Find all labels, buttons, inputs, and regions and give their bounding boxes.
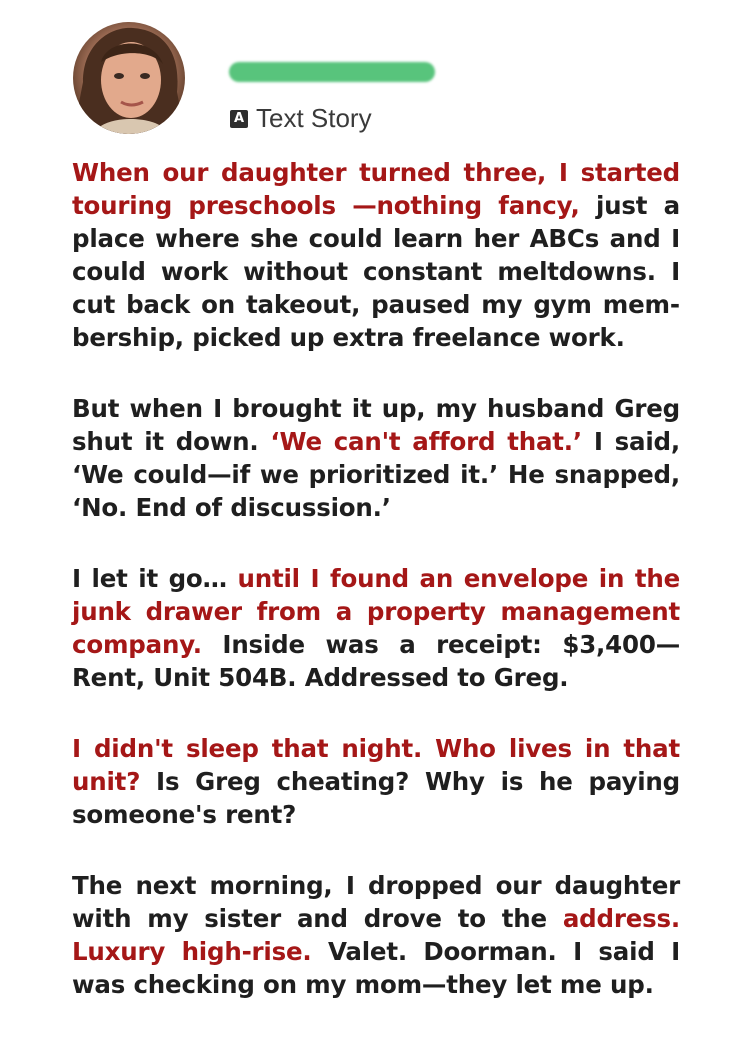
story-paragraph-2 [72, 392, 680, 524]
story-paragraph-3 [72, 562, 680, 694]
story-paragraph-1 [72, 156, 680, 354]
body-text: just a place where she could learn her ABCs and I could work without constant meltdowns. I cut back on takeout, paused my gym membership, picked up extra freelance work. [72, 191, 681, 352]
body-text: But when I brought it up, my husband Greg shut it down. [72, 394, 680, 456]
body-text: Is Greg cheating? Why is he paying someone's rent? [72, 767, 680, 829]
highlighted-text: I didn't sleep that night. Who lives in that unit? [72, 734, 680, 796]
avatar[interactable] [73, 22, 185, 134]
story-header [0, 0, 751, 150]
letter-a-icon: A [230, 110, 248, 128]
redacted-name-bar [229, 62, 435, 82]
highlighted-text: ‘We can't afford that.’ [270, 427, 583, 456]
highlighted-text: address. Luxury high-rise. [72, 904, 680, 966]
body-text: The next morning, I dropped our daughter with my sister and drove to the [72, 871, 680, 933]
body-text: I said, ‘We could—if we prioritized it.’ He snapped, ‘No. End of discussion.’ [72, 427, 680, 522]
body-text: Valet. Doorman. I said I was checking on my mom—they let me up. [72, 937, 680, 999]
source-tag [230, 103, 372, 134]
story-body [72, 156, 680, 1039]
source-label: Text Story [256, 103, 372, 133]
avatar-portrait [73, 22, 185, 134]
highlighted-text: When our daughter turned three, I started touring preschools —nothing fancy, [72, 158, 680, 220]
story-paragraph-5 [72, 869, 680, 1001]
story-paragraph-4 [72, 732, 680, 831]
body-text: I let it go… [72, 564, 238, 593]
body-text: Inside was a receipt: $3,400—Rent, Unit 504B. Addressed to Greg. [72, 630, 680, 692]
highlighted-text: until I found an envelope in the junk drawer from a property management company. [72, 564, 681, 659]
